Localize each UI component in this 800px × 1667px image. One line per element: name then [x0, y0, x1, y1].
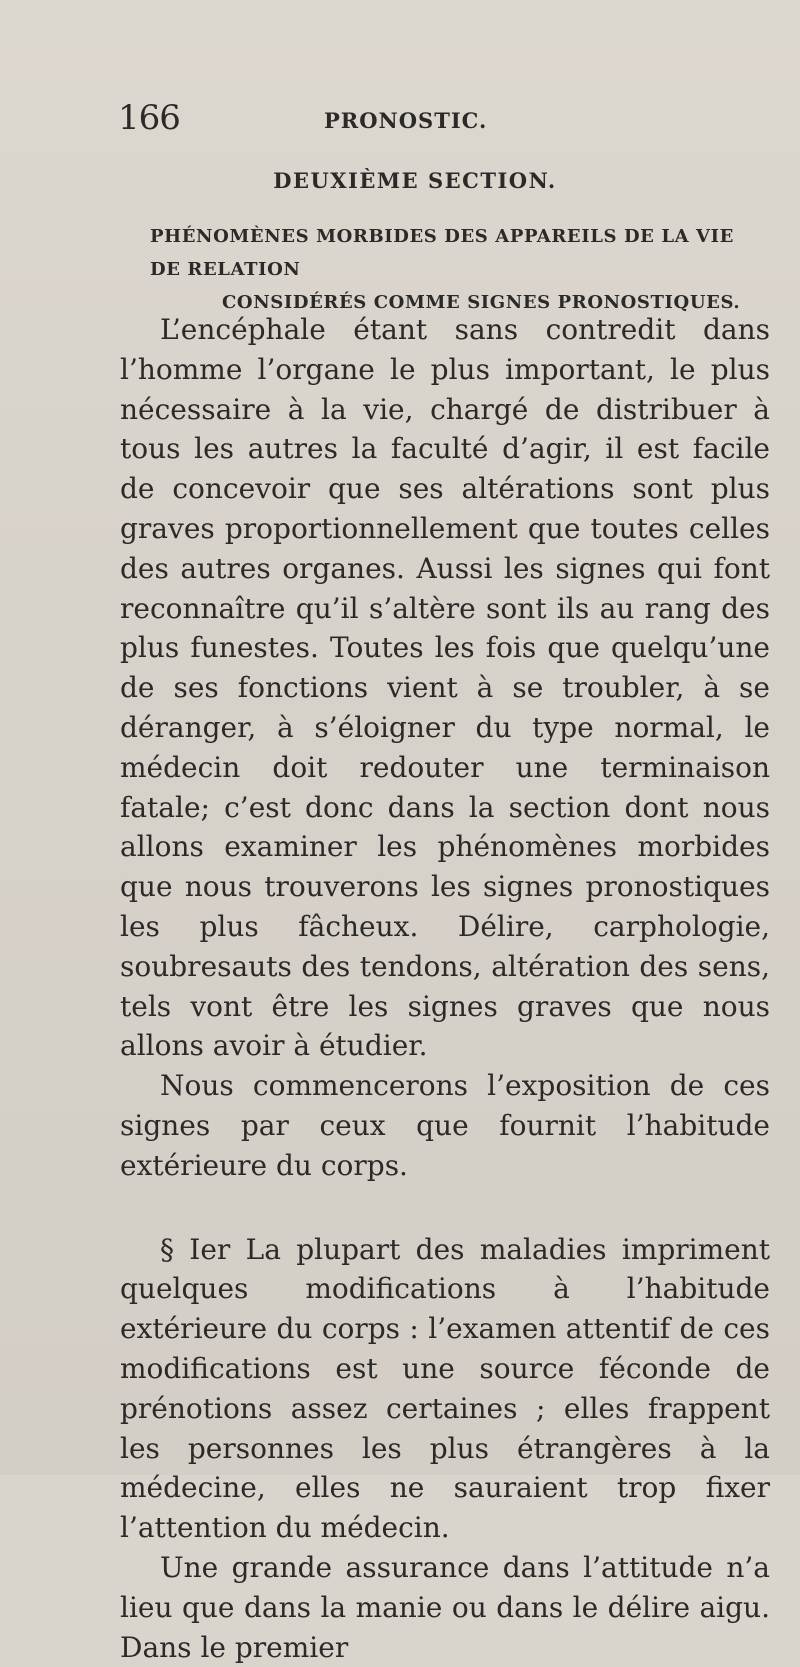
paragraph-assurance: Une grande assurance dans l’attitude n’a lieu que dans la manie ou dans le délire aigu. Dans le premier: [120, 1550, 770, 1664]
page-number: 166: [118, 98, 180, 138]
subtitle-line-1: PHÉNOMÈNES MORBIDES DES APPAREILS DE LA VIE DE RELATION: [150, 226, 734, 280]
running-head: PRONOSTIC.: [324, 108, 488, 133]
section-title: DEUXIÈME SECTION.: [273, 168, 557, 193]
paragraph-encephale: L’encéphale étant sans contredit dans l’homme l’organe le plus important, le plus nécessaire à la vie, chargé de distribuer à tous les autres la faculté d’agir, il est facile de concevoir que ses altérations sont plus graves proportionnellement que toutes celles des autres organes. Aussi les signes qui font reconnaître qu’il s’altère sont ils au rang des plus funestes. Toutes les fois que quelqu’une de ses fonctions vient à se troubler, à se déranger, à s’éloigner du type normal, le médecin doit redouter une terminaison fatale; c’est donc dans la section dont nous allons examiner les phénomènes morbides que nous trouverons les signes pronostiques les plus fâcheux. Délire, carphologie, soubresauts des tendons, altération des sens, tels vont être les signes graves que nous allons avoir à étudier.: [120, 313, 770, 1063]
body-text: [120, 310, 770, 1667]
page-header: [118, 98, 718, 138]
paragraph-section-1: § Ier La plupart des maladies impriment quelques modifications à l’habitude extérieure du corps : l’examen attentif de ces modifications est une source féconde de prénotions assez certaines ; elles frappent les personnes les plus étrangères à la médecine, elles ne sauraient trop fixer l’attention du médecin.: [120, 1232, 770, 1545]
section-subtitle: [150, 220, 770, 319]
subtitle-line-2: CONSIDÉRÉS COMME SIGNES PRONOSTIQUES.: [222, 292, 741, 313]
paragraph-exposition: Nous commencerons l’exposition de ces signes par ceux que fournit l’habitude extérieure du corps.: [120, 1069, 770, 1182]
